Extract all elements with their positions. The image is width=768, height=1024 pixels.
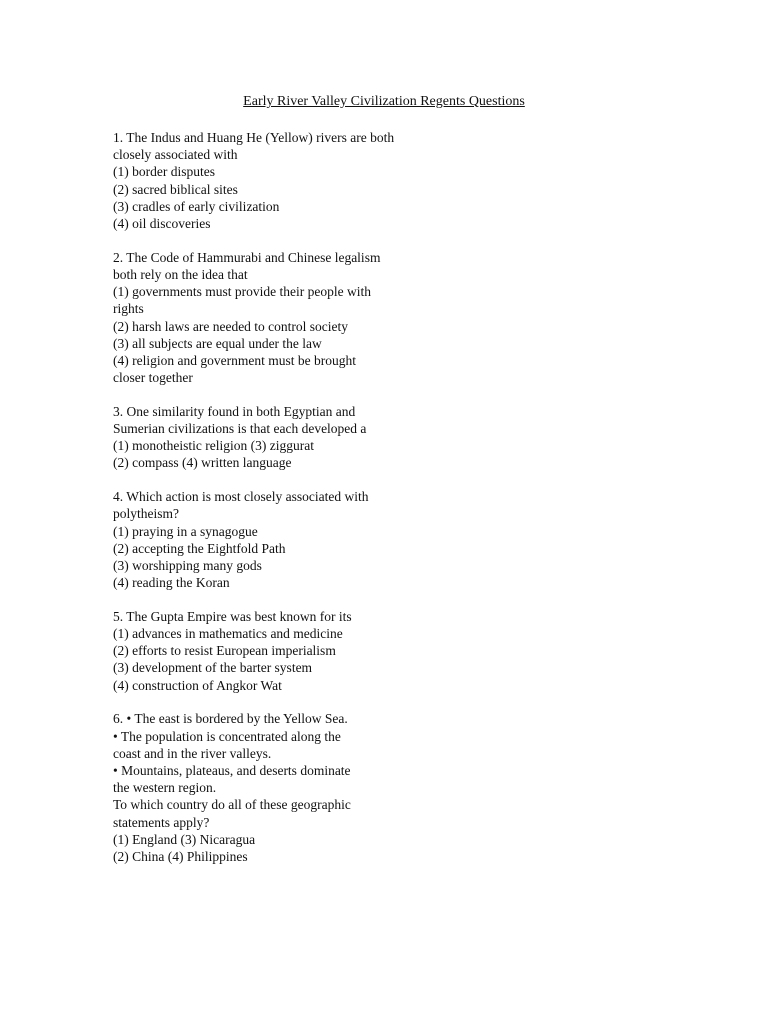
question-5	[113, 608, 433, 694]
question-text-line: • The population is concentrated along the	[113, 728, 341, 744]
answer-choice: (4) religion and government must be brought	[113, 352, 356, 368]
question-text-line: the western region.	[113, 780, 217, 796]
question-text-line: both rely on the idea that	[113, 266, 248, 282]
answer-choice: (3) worshipping many gods	[113, 557, 262, 573]
question-text-line: coast and in the river valleys.	[113, 745, 272, 761]
answer-choice: (1) praying in a synagogue	[113, 523, 258, 539]
question-text-line: To which country do all of these geographic	[113, 797, 351, 813]
answer-choice: (3) cradles of early civilization	[113, 198, 280, 214]
answer-choice: (1) advances in mathematics and medicine	[113, 626, 343, 642]
answer-choice: (2) sacred biblical sites	[113, 181, 238, 197]
answer-choice: (2) accepting the Eightfold Path	[113, 540, 286, 556]
question-text-line: statements apply?	[113, 814, 210, 830]
question-6	[113, 710, 433, 865]
answer-choice: rights	[113, 301, 144, 317]
answer-choice: (1) England (3) Nicaragua	[113, 831, 256, 847]
document-title: Early River Valley Civilization Regents Questions	[243, 94, 525, 109]
question-text-line: Sumerian civilizations is that each developed a	[113, 421, 367, 437]
question-list	[113, 129, 433, 882]
question-text-line: polytheism?	[113, 506, 179, 522]
question-text-line: 3. One similarity found in both Egyptian and	[113, 403, 356, 419]
answer-choice: (1) governments must provide their people with	[113, 284, 371, 300]
question-text-line: 5. The Gupta Empire was best known for its	[113, 608, 352, 624]
answer-choice: (2) compass (4) written language	[113, 455, 292, 471]
question-text-line: • Mountains, plateaus, and deserts dominate	[113, 763, 351, 778]
answer-choice: (1) border disputes	[113, 164, 215, 180]
question-text-line: closely associated with	[113, 147, 238, 163]
answer-choice: (2) harsh laws are needed to control society	[113, 318, 349, 334]
answer-choice: (3) development of the barter system	[113, 660, 313, 676]
question-text-line: 6. • The east is bordered by the Yellow Sea.	[113, 711, 348, 727]
question-text-line: 4. Which action is most closely associated with	[113, 489, 369, 505]
question-text-line: 1. The Indus and Huang He (Yellow) rivers are both	[113, 130, 395, 145]
answer-choice: (4) oil discoveries	[113, 216, 211, 232]
answer-choice: (4) construction of Angkor Wat	[113, 677, 282, 693]
answer-choice: (2) efforts to resist European imperialism	[113, 643, 336, 659]
answer-choice: (3) all subjects are equal under the law	[113, 335, 322, 351]
answer-choice: (2) China (4) Philippines	[113, 849, 248, 865]
question-4	[113, 488, 433, 591]
answer-choice: closer together	[113, 370, 193, 386]
question-3	[113, 403, 433, 472]
question-1	[113, 129, 433, 232]
answer-choice: (4) reading the Koran	[113, 575, 230, 591]
question-2	[113, 249, 433, 387]
question-text-line: 2. The Code of Hammurabi and Chinese legalism	[113, 249, 381, 265]
answer-choice: (1) monotheistic religion (3) ziggurat	[113, 438, 314, 454]
